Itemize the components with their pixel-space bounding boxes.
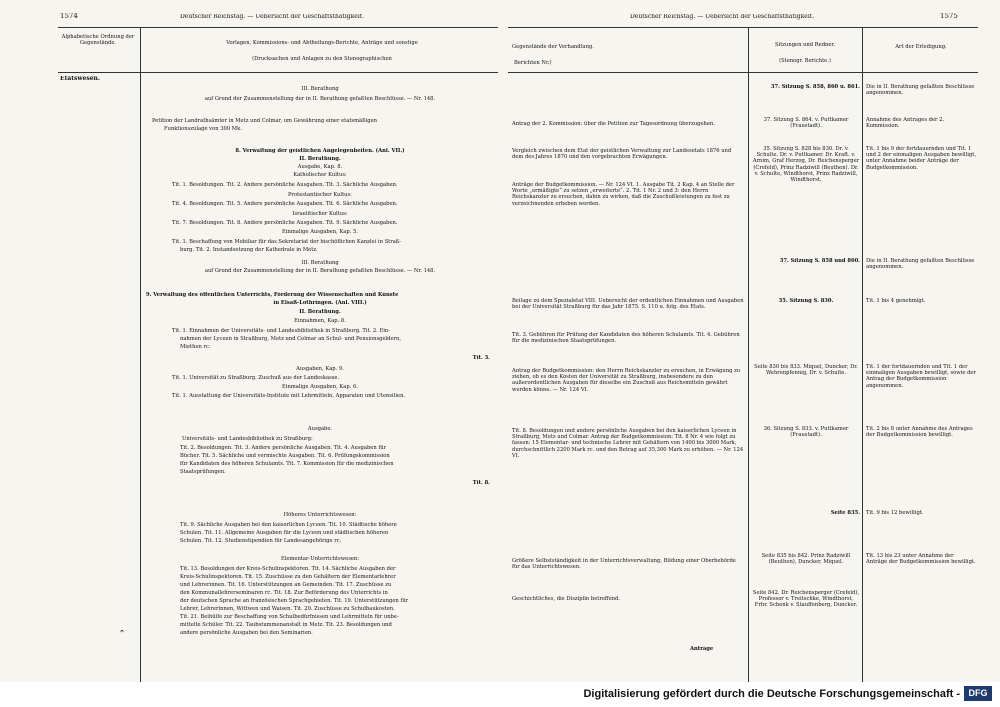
proceedings-item: Geschichtliches, die Disziplin betreffend.	[512, 596, 620, 602]
text-line: Schulen. Tit. 11. Allgemeine Ausgaben für die Lyceen und städtischen höheren	[180, 530, 389, 536]
heading: III. Berathung	[301, 260, 339, 266]
text-line: Lehrer, Lehrerinnen, Wittwen und Waisen. Tit. 20. Zuschüsse zu Schulbaukosten.	[180, 606, 395, 612]
text-line: der deutschen Sprache an französischen Sprachgebieten. Tit. 19. Unterstützungen für	[180, 598, 409, 604]
rule	[58, 27, 498, 28]
session-ref: 37. Sitzung S. 864. v. Puttkamer (Fraustadt).	[763, 117, 849, 130]
text-line: burg. Tit. 2. Instandsetzung der Kathedrale in Metz.	[180, 247, 318, 253]
outcome: Tit. 1 bis 4 genehmigt.	[866, 298, 926, 304]
page-number: 1575	[940, 13, 958, 20]
marginal-mark: *	[120, 630, 124, 637]
outcome: Tit. 13 bis 23 unter Annahme der Anträge der Budgetkommission bewilligt.	[866, 553, 976, 566]
dfg-credit: Digitalisierung gefördert durch die Deutsche Forschungsgemeinschaft -	[583, 688, 960, 700]
column-header-subjects: Gegenstände der Verhandlung.	[512, 44, 594, 50]
heading: Einmalige Ausgaben, Kap. 5.	[282, 229, 358, 235]
heading: Universitäts- und Landesbibliothek zu Straßburg:	[182, 436, 313, 442]
session-ref: 37. Sitzung S. 858, 860 u. 861.	[770, 84, 860, 90]
column-divider	[862, 27, 863, 682]
column-header-outcome: Art der Erledigung.	[895, 44, 947, 50]
text-line: Staatsprüfungen.	[180, 469, 226, 475]
text-line: Tit. 1. Beschaffung von Mobiliar für das Sekretariat der bischöflichen Kanzlei in Straß-	[172, 239, 402, 245]
outcome: Die in II. Berathung gefaßten Beschlüsse angenommen.	[866, 84, 975, 97]
session-ref: Seite 835.	[830, 510, 860, 516]
heading: Elementar-Unterrichtswesen:	[280, 556, 360, 562]
text-line: auf Grund der Zusammenstellung der in II. Berathung gefaßten Beschlüsse. — Nr. 148.	[204, 268, 436, 274]
outcome: Tit. 9 bis 12 bewilligt.	[866, 510, 924, 516]
text-line: Tit. 1. Besoldungen. Tit. 2. Andere persönliche Ausgaben. Tit. 3. Sächliche Ausgaben.	[172, 182, 398, 188]
text-line: Tit. 4. Besoldungen. Tit. 5. Andere persönliche Ausgaben. Tit. 6. Sächliche Ausgaben.	[172, 201, 398, 207]
running-head: Deutscher Reichstag. — Uebersicht der Geschäftsthätigkeit.	[180, 14, 365, 20]
text-line: Tit. 3.	[472, 355, 490, 361]
text-line: nahmen der Lyceen in Straßburg, Metz und Colmar an Schul- und Pensionsgeldern,	[180, 336, 402, 342]
heading: 9. Verwaltung des öffentlichen Unterrichts, Förderung der Wissenschaften und Künste	[146, 292, 399, 298]
outcome: Tit. 2 bis 8 unter Annahme des Antrages der Budgetkommission bewilligt.	[866, 426, 973, 439]
text-line: Funktionszulage von 300 Mk.	[164, 126, 242, 132]
heading: Ausgabe.	[307, 426, 333, 432]
outcome: Tit. 1 der fortdauernden und Tit. 1 der einmaligen Ausgaben bewilligt, sowie der Antrag der Budgetkommission angenommen.	[866, 364, 976, 389]
text-line: auf Grund der Zusammenstellung der in II. Berathung gefaßten Beschlüsse. — Nr. 148.	[204, 96, 436, 102]
text-line: Tit. 1. Ausstattung der Universitäts-Institute mit Lehrmitteln, Apparaten und Utensilien.	[172, 393, 406, 399]
session-ref: Seite 835 bis 842. Prinz Radziwill (Beuthen), Duncker, Miquel.	[761, 553, 851, 566]
heading: Ausgabe, Kap. 8.	[297, 164, 343, 170]
footer	[0, 682, 1000, 707]
section-label: Etatswesen.	[60, 76, 101, 82]
text-line: andere persönliche Ausgaben bei den Seminarien.	[180, 630, 313, 636]
text-line: Tit. 9. Sächliche Ausgaben bei den kaiserlichen Lyceen. Tit. 10. Städtische höhere	[180, 522, 397, 528]
text-line: Miethen rc.	[180, 344, 211, 350]
text-line: und Lehrerinnen. Tit. 16. Unterstützungen an Gemeinden. Tit. 17. Zuschüsse zu	[180, 582, 392, 588]
text-line: Tit. 13. Besoldungen der Kreis-Schulinspektoren. Tit. 14. Sächliche Ausgaben der	[180, 566, 396, 572]
text-line: den Kommunallehrerseminaren rc. Tit. 18. Zur Beförderung des Unterrichts in	[180, 590, 388, 596]
proceedings-item: Antrag der 2. Kommission: über die Petition zur Tagesordnung überzugehen.	[512, 121, 715, 127]
text-line: Petition der Landrathsämter in Metz und Colmar, um Gewährung einer etatsmäßigen	[152, 118, 377, 124]
session-ref: Seite 842. Dr. Reichensperger (Crefeld), Professor v. Treitschke, Windthorst, Frhr. Schenk v. Stauffenberg, Duncker.	[752, 590, 860, 609]
page-number: 1574	[60, 13, 78, 20]
dfg-logo-icon: DFG	[964, 686, 992, 701]
heading: Einmalige Ausgaben, Kap. 6.	[282, 384, 358, 390]
text-line: Tit. 1. Universität zu Straßburg. Zuschuß aus der Landeskasse.	[172, 375, 340, 381]
column-divider	[140, 72, 141, 682]
text-line: Tit. 7. Besoldungen. Tit. 8. Andere persönliche Ausgaben. Tit. 9. Sächliche Ausgaben.	[172, 220, 398, 226]
proceedings-item: Tit. 3. Gebühren für Prüfung der Kandidaten des höheren Schulamts. Tit. 4. Gebühren für die medizinischen Staatsprüfungen.	[512, 332, 740, 345]
text-line: Tit. 2. Besoldungen. Tit. 3. Andere persönliche Ausgaben. Tit. 4. Ausgaben für	[180, 445, 387, 451]
proceedings-item: Vergleich zwischen dem Etat der geistlichen Verwaltung zur Landesetats 1876 und dem des Jahres 1870 und den vorgebrachten Erwägungen.	[512, 148, 732, 161]
heading: Einnahmen, Kap. 8.	[294, 318, 346, 324]
heading: 8. Verwaltung der geistlichen Angelegenheiten. (Anl. VII.)	[235, 148, 405, 154]
catchword: Anträge	[690, 646, 714, 652]
heading: Ausgaben, Kap. 9.	[296, 366, 344, 372]
heading: Israelitischer Kultus:	[292, 211, 348, 217]
session-ref: Seite 830 bis 833. Miquel, Duncker, Dr. Wehrenpfennig, Dr. v. Schulte.	[754, 364, 858, 377]
text-line: Schulen. Tit. 12. Studienstipendien für Landesangehörige rc.	[180, 538, 342, 544]
heading: in Elsaß-Lothringen. (Anl. VIII.)	[273, 300, 367, 306]
rule	[508, 27, 978, 28]
column-header-sessions: Sitzungen und Redner.	[774, 42, 835, 48]
proceedings-item: Tit. 8. Besoldungen und andere persönliche Ausgaben bei den kaiserlichen Lyceen in Straßburg, Metz und Colmar. Antrag der Budgetkommission: Tit. 8 Nr. 4 wie folgt zu fassen: 15 Elementar- und technische Lehrer mit Gehältern von 1400 bis 3000 Mark, durchschnittlich 2200 Mark rc. und den Betrag auf 35,300 Mark zu erhöhen. — Nr. 124 VI.	[512, 428, 744, 459]
session-ref: 36. Sitzung S. 833. v. Puttkamer (Fraustadt).	[763, 426, 849, 439]
session-ref: 37. Sitzung S. 858 und 860.	[779, 258, 860, 264]
text-line: Tit. 8.	[472, 480, 490, 486]
left-page	[0, 0, 500, 682]
column-divider	[748, 27, 749, 682]
proceedings-item: Beilage zu dem Spezialetat VIII. Uebersicht der ordentlichen Einnahmen und Ausgaben bei der Universität Straßburg für das Jahr 1875. S. 110 u. folg. des Etats.	[512, 298, 744, 311]
outcome: Tit. 1 bis 9 der fortdauernden und Tit. 1 und 2 der einmaligen Ausgaben bewilligt, unter Annahme beider Anträge der Budgetkommission.	[866, 146, 976, 171]
proceedings-item: Antrag der Budgetkommission: den Herrn Reichskanzler zu ersuchen, in Erwägung zu ziehen, ob es den Kosten der Universität zu Straßburg, insbesondere zu den außerordentlichen Ausgaben für dieselbe ein Zuschuß aus Reichsmitteln gewährt werden könne. — Nr. 124 VI.	[512, 368, 741, 393]
text-line: Kreis-Schulinspektoren. Tit. 15. Zuschüsse zu den Gehältern der Elementarlehrer	[180, 574, 396, 580]
heading: II. Berathung.	[299, 156, 341, 162]
column-header-order: Alphabetische Ordnung der Gegenstände.	[61, 34, 135, 47]
rule	[58, 72, 498, 73]
heading: II. Berathung.	[299, 309, 341, 315]
session-ref: 35. Sitzung S. 828 bis 830. Dr. v. Schulte. Dr. v. Puttkamer. Dr. Kraft. v. Arnim, Graf Herzog, Dr. Reichensperger (Crefeld), Prinz Radziwill (Beuthen). Dr. v. Schulte, Windthorst, Prinz Radziwill, Windthorst.	[752, 146, 860, 184]
text-line: Bücher. Tit. 5. Sächliche und vermischte Ausgaben. Tit. 6. Prüfungskommission	[180, 453, 390, 459]
column-subheader-sessions: (Stenogr. Berichte.)	[779, 58, 831, 64]
text-line: Tit. 1. Einnahmen der Universitäts- und Landesbibliothek in Straßburg. Tit. 2. Ein-	[172, 328, 390, 334]
heading: Höheres Unterrichtswesen:	[283, 512, 357, 518]
session-ref: 35. Sitzung S. 830.	[778, 298, 834, 304]
proceedings-item: Anträge der Budgetkommission. — Nr. 124 VI. 1. Ausgabe Tit. 2 Kap. 4 an Stelle der Worte „ermäßigte“ zu setzen „erweiterte“. 2. Tit. 1 Nr. 2 und 3: den Herrn Reichskanzler zu ersuchen, dahin zu wirken, daß die Zuschußleistungen zu fest zu verzeichnenden erheben werden.	[512, 182, 735, 207]
text-line: Tit. 21. Beihülfe zur Beschaffung von Schulbedürfnissen und Lehrmitteln für unbe-	[180, 614, 399, 620]
heading: III. Berathung	[301, 86, 339, 92]
text-line: für Kandidaten des höheren Schulamts. Tit. 7. Kommission für die medizinischen	[180, 461, 394, 467]
proceedings-item: Größere Selbstständigkeit in der Unterrichtsverwaltung, Bildung einer Oberbehörde für das Unterrichtswesen.	[512, 558, 736, 571]
heading: Protestantischer Kultus:	[288, 192, 352, 198]
text-line: mittelte Schüler. Tit. 22. Taubstummenanstalt in Metz. Tit. 23. Besoldungen und	[180, 622, 392, 628]
right-page	[500, 0, 1000, 682]
rule	[508, 72, 978, 73]
column-subheader-documents: (Drucksachen und Anlagen zu den Stenographischen	[252, 56, 392, 62]
column-header-documents: Vorlagen, Kommissions- und Abtheilungs-Berichte, Anträge und sonstige	[226, 40, 418, 46]
running-head: Deutscher Reichstag. — Uebersicht der Geschäftsthätigkeit.	[630, 14, 815, 20]
column-divider	[140, 27, 141, 72]
heading: Katholischer Kultus:	[293, 172, 347, 178]
column-subheader-subjects: Berichten Nr.)	[514, 60, 552, 66]
outcome: Die in II. Berathung gefaßten Beschlüsse angenommen.	[866, 258, 975, 271]
outcome: Annahme des Antrages der 2. Kommission.	[866, 117, 945, 130]
